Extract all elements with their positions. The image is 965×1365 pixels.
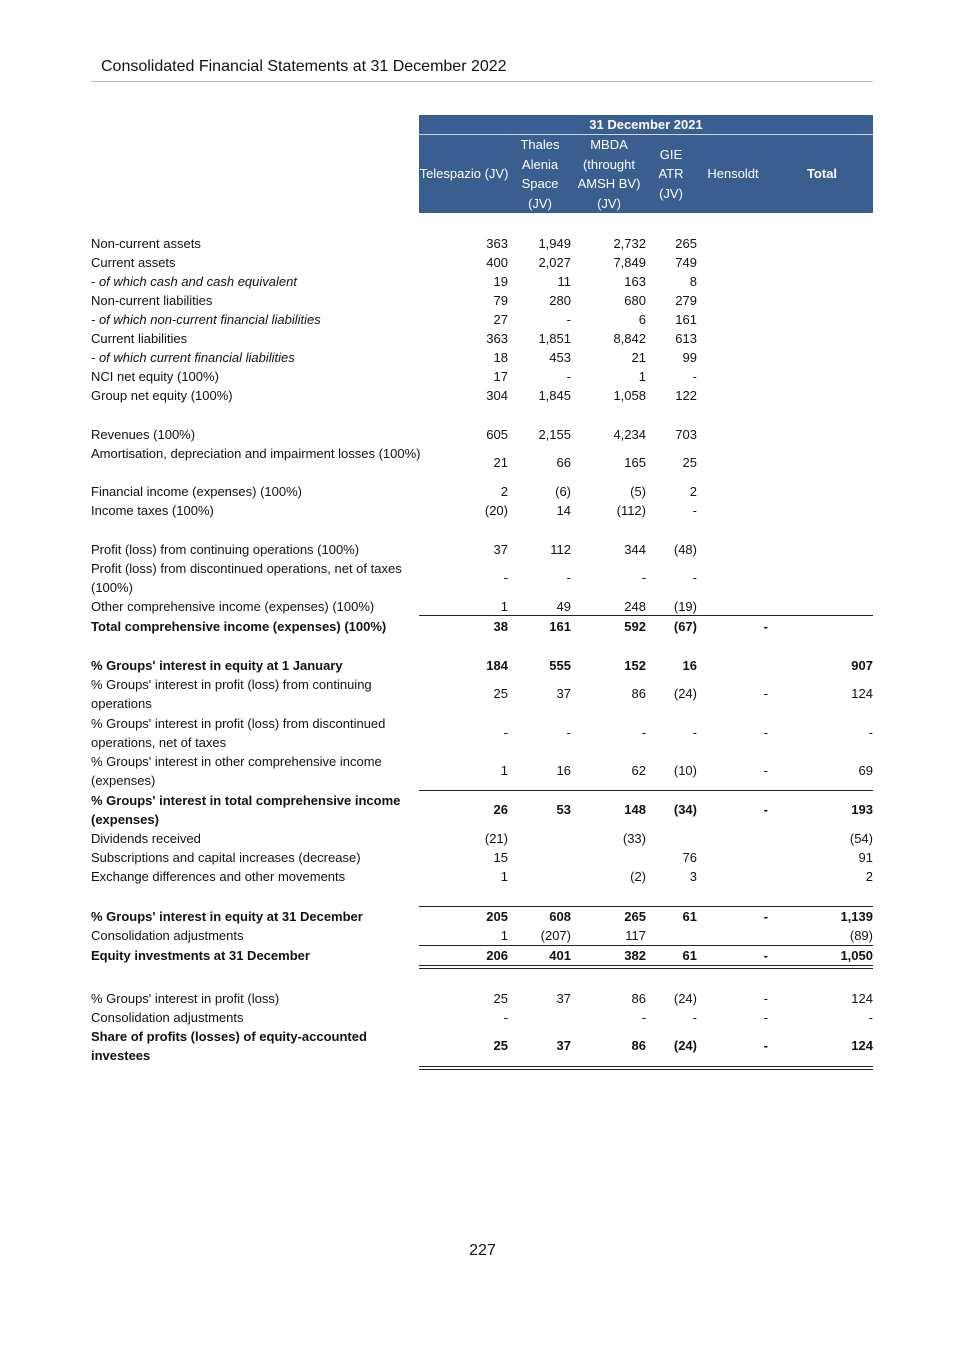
table-row — [91, 656, 873, 675]
table-row — [91, 386, 873, 405]
value-cell: 25 — [493, 1038, 508, 1053]
value-cell: 86 — [631, 1038, 646, 1053]
table-row — [91, 329, 873, 348]
row-label: Profit (loss) from continuing operations (100%) — [91, 542, 360, 557]
value-cell: - — [566, 312, 571, 327]
value-cell: 608 — [549, 909, 571, 924]
table-header — [419, 115, 873, 213]
value-cell: 265 — [624, 909, 646, 924]
value-cell: 19 — [493, 274, 508, 289]
value-cell: - — [692, 725, 697, 740]
row-label: Current assets — [91, 255, 176, 270]
row-label: Share of profits (losses) of equity-accounted investees — [91, 1029, 367, 1063]
value-cell: 184 — [486, 658, 508, 673]
value-cell: 165 — [624, 455, 646, 470]
row-label: Dividends received — [91, 831, 201, 846]
value-cell: 37 — [556, 686, 571, 701]
value-cell: 11 — [557, 274, 571, 289]
value-cell: 14 — [556, 503, 571, 518]
value-cell: 25 — [682, 455, 697, 470]
table-row — [91, 597, 873, 616]
value-cell: 749 — [675, 255, 697, 270]
row-label: % Groups' interest in profit (loss) — [91, 991, 280, 1006]
row-label: - of which cash and cash equivalent — [91, 274, 297, 289]
row-label: Income taxes (100%) — [91, 503, 214, 518]
value-cell: 86 — [631, 991, 646, 1006]
table-row — [91, 617, 873, 636]
value-cell: (5) — [630, 484, 646, 499]
value-cell: 265 — [675, 236, 697, 251]
value-cell: - — [692, 369, 697, 384]
table-row — [91, 829, 873, 848]
value-cell: 8,842 — [613, 331, 646, 346]
row-label: Non-current liabilities — [91, 293, 213, 308]
value-cell: - — [566, 570, 571, 585]
subtotal-rule — [419, 945, 873, 946]
value-cell: 2 — [689, 484, 697, 499]
value-cell: 112 — [550, 542, 571, 557]
table-row — [91, 367, 873, 386]
value-cell: 18 — [493, 350, 508, 365]
value-cell: 17 — [493, 369, 508, 384]
page-header-title: Consolidated Financial Statements at 31 December 2022 — [101, 58, 507, 75]
row-label: Consolidation adjustments — [91, 928, 244, 943]
value-cell: - — [641, 1010, 646, 1025]
value-cell: 163 — [624, 274, 646, 289]
value-cell: 76 — [682, 850, 697, 865]
value-cell: 124 — [851, 991, 873, 1006]
value-cell: 122 — [675, 388, 697, 403]
value-cell: - — [763, 619, 768, 634]
value-cell: (10) — [673, 763, 697, 778]
table-row — [91, 867, 873, 886]
row-label: % Groups' interest in other comprehensive income (expenses) — [91, 754, 382, 788]
value-cell: 148 — [624, 802, 646, 817]
row-label: % Groups' interest in profit (loss) from discontinued operations, net of taxes — [91, 716, 386, 750]
value-cell: - — [763, 802, 768, 817]
table-row — [91, 253, 873, 272]
value-cell: 38 — [493, 619, 508, 634]
value-cell: (24) — [673, 991, 697, 1006]
column-header: Hensoldt — [707, 166, 759, 182]
value-cell: 37 — [556, 1038, 571, 1053]
value-cell: 161 — [549, 619, 571, 634]
subtotal-rule — [419, 790, 873, 791]
value-cell: - — [868, 1010, 873, 1025]
value-cell: (24) — [673, 686, 697, 701]
row-label: % Groups' interest in total comprehensive income (expenses) — [91, 793, 401, 827]
value-cell: 1 — [500, 599, 508, 614]
row-label: Group net equity (100%) — [91, 388, 233, 403]
value-cell: - — [692, 503, 697, 518]
value-cell: - — [763, 991, 768, 1006]
total-double-rule — [419, 965, 873, 969]
value-cell: 124 — [851, 686, 873, 701]
table-row — [91, 848, 873, 867]
value-cell: 25 — [493, 686, 508, 701]
value-cell: (34) — [673, 802, 697, 817]
value-cell: - — [763, 948, 768, 963]
table-row — [91, 714, 873, 752]
table-row — [91, 540, 873, 559]
value-cell: 8 — [689, 274, 697, 289]
page-number: 227 — [469, 1242, 496, 1259]
value-cell: 613 — [675, 331, 697, 346]
value-cell: (54) — [849, 831, 873, 846]
value-cell: - — [503, 725, 508, 740]
column-headers — [419, 135, 873, 213]
value-cell: (48) — [673, 542, 697, 557]
column-header-cell — [509, 135, 571, 213]
value-cell: 37 — [556, 991, 571, 1006]
value-cell: 21 — [493, 455, 508, 470]
row-label: Exchange differences and other movements — [91, 869, 346, 884]
row-label: Consolidation adjustments — [91, 1010, 244, 1025]
row-label: Equity investments at 31 December — [91, 948, 310, 963]
value-cell: 61 — [682, 948, 697, 963]
value-cell: 605 — [486, 427, 508, 442]
value-cell: 2 — [865, 869, 873, 884]
value-cell: - — [503, 1010, 508, 1025]
value-cell: 363 — [486, 331, 508, 346]
value-cell: (33) — [622, 831, 646, 846]
value-cell: 66 — [556, 455, 571, 470]
value-cell: 25 — [493, 991, 508, 1006]
row-label: Other comprehensive income (expenses) (100%) — [91, 599, 375, 614]
value-cell: 2,732 — [613, 236, 646, 251]
table-row — [91, 234, 873, 253]
column-header-cell — [419, 135, 509, 213]
value-cell: - — [763, 1010, 768, 1025]
table-row — [91, 482, 873, 501]
value-cell: - — [641, 725, 646, 740]
value-cell: 27 — [493, 312, 508, 327]
value-cell: - — [566, 369, 571, 384]
value-cell: - — [763, 725, 768, 740]
value-cell: 401 — [549, 948, 571, 963]
table-row — [91, 752, 873, 790]
value-cell: 248 — [624, 599, 646, 614]
value-cell: 1,058 — [613, 388, 646, 403]
value-cell: 1,050 — [840, 948, 873, 963]
value-cell: 117 — [625, 928, 646, 943]
value-cell: (20) — [484, 503, 508, 518]
table-row — [91, 501, 873, 520]
table-row — [91, 272, 873, 291]
column-header: GIE ATR (JV) — [658, 146, 684, 201]
value-cell: 15 — [493, 850, 508, 865]
subtotal-rule — [419, 615, 873, 616]
value-cell: - — [763, 909, 768, 924]
value-cell: 62 — [631, 763, 646, 778]
value-cell: 99 — [682, 350, 697, 365]
period-title: 31 December 2021 — [419, 115, 873, 135]
value-cell: 16 — [556, 763, 571, 778]
row-label: Subscriptions and capital increases (decrease) — [91, 850, 361, 865]
table-row — [91, 926, 873, 945]
value-cell: 1,949 — [538, 236, 571, 251]
value-cell: 21 — [631, 350, 646, 365]
value-cell: (21) — [484, 831, 508, 846]
value-cell: 6 — [638, 312, 646, 327]
table-row — [91, 791, 873, 829]
value-cell: 279 — [675, 293, 697, 308]
value-cell: 37 — [493, 542, 508, 557]
value-cell: 193 — [851, 802, 873, 817]
row-label: Total comprehensive income (expenses) (100%) — [91, 619, 387, 634]
value-cell: (2) — [630, 869, 646, 884]
row-label: Revenues (100%) — [91, 427, 196, 442]
value-cell: 1,851 — [538, 331, 571, 346]
row-label: % Groups' interest in profit (loss) from continuing operations — [91, 677, 372, 711]
value-cell: - — [692, 1010, 697, 1025]
value-cell: 382 — [624, 948, 646, 963]
value-cell: (6) — [555, 484, 571, 499]
value-cell: 1,139 — [840, 909, 873, 924]
value-cell: - — [763, 763, 768, 778]
value-cell: 152 — [624, 658, 646, 673]
total-double-rule — [419, 1066, 873, 1070]
table-row — [91, 444, 873, 482]
value-cell: 1 — [638, 369, 646, 384]
value-cell: 1 — [500, 869, 508, 884]
value-cell: 86 — [631, 686, 646, 701]
value-cell: 555 — [549, 658, 571, 673]
value-cell: 69 — [858, 763, 873, 778]
value-cell: 26 — [493, 802, 508, 817]
value-cell: (112) — [616, 503, 646, 518]
value-cell: (89) — [849, 928, 873, 943]
value-cell: 53 — [556, 802, 571, 817]
value-cell: 400 — [486, 255, 508, 270]
value-cell: - — [868, 725, 873, 740]
table-row — [91, 675, 873, 713]
value-cell: 2,155 — [538, 427, 571, 442]
column-header: Telespazio (JV) — [419, 166, 509, 182]
page-header — [91, 58, 873, 82]
value-cell: - — [641, 570, 646, 585]
row-label: % Groups' interest in equity at 1 January — [91, 658, 343, 673]
value-cell: 161 — [675, 312, 697, 327]
value-cell: 3 — [689, 869, 697, 884]
value-cell: 907 — [851, 658, 873, 673]
column-header: MBDA (throught AMSH BV) (JV) — [577, 137, 641, 211]
table-row — [91, 291, 873, 310]
row-label: Amortisation, depreciation and impairment losses (100%) — [91, 446, 421, 461]
value-cell: 91 — [858, 850, 873, 865]
table-row — [91, 989, 873, 1008]
row-label: - of which current financial liabilities — [91, 350, 295, 365]
table-row — [91, 348, 873, 367]
row-label: % Groups' interest in equity at 31 December — [91, 909, 363, 924]
value-cell: 61 — [682, 909, 697, 924]
table-row — [91, 559, 873, 597]
table-row — [91, 1008, 873, 1027]
value-cell: 16 — [682, 658, 697, 673]
table-row — [91, 946, 873, 965]
column-header-cell — [695, 135, 771, 213]
value-cell: 1,845 — [538, 388, 571, 403]
table-row — [91, 310, 873, 329]
value-cell: 7,849 — [613, 255, 646, 270]
value-cell: 703 — [675, 427, 697, 442]
value-cell: (24) — [673, 1038, 697, 1053]
table-row — [91, 425, 873, 444]
value-cell: 205 — [486, 909, 508, 924]
value-cell: (67) — [673, 619, 697, 634]
row-label: Current liabilities — [91, 331, 188, 346]
value-cell: - — [763, 1038, 768, 1053]
value-cell: 4,234 — [613, 427, 646, 442]
column-header-cell — [771, 135, 873, 213]
row-label: NCI net equity (100%) — [91, 369, 219, 384]
value-cell: 49 — [556, 599, 571, 614]
value-cell: 206 — [486, 948, 508, 963]
column-header: Thales Alenia Space (JV) — [520, 137, 560, 211]
value-cell: (19) — [673, 599, 697, 614]
value-cell: - — [566, 725, 571, 740]
value-cell: 2,027 — [538, 255, 571, 270]
row-label: - of which non-current financial liabilities — [91, 312, 321, 327]
value-cell: 680 — [624, 293, 646, 308]
column-header-cell — [571, 135, 647, 213]
row-label: Non-current assets — [91, 236, 201, 251]
value-cell: 280 — [549, 293, 571, 308]
value-cell: 344 — [624, 542, 646, 557]
value-cell: 79 — [493, 293, 508, 308]
value-cell: - — [763, 686, 768, 701]
value-cell: 453 — [549, 350, 571, 365]
value-cell: 304 — [486, 388, 508, 403]
subtotal-rule — [419, 906, 873, 907]
value-cell: 2 — [500, 484, 508, 499]
value-cell: - — [692, 570, 697, 585]
column-header: Total — [806, 166, 838, 182]
table-row — [91, 907, 873, 926]
value-cell: 592 — [624, 619, 646, 634]
value-cell: 124 — [851, 1038, 873, 1053]
value-cell: 1 — [500, 763, 508, 778]
value-cell: 363 — [486, 236, 508, 251]
value-cell: - — [503, 570, 508, 585]
column-header-cell — [647, 135, 695, 213]
row-label: Profit (loss) from discontinued operations, net of taxes (100%) — [91, 561, 402, 595]
row-label: Financial income (expenses) (100%) — [91, 484, 302, 499]
value-cell: (207) — [540, 928, 571, 943]
value-cell: 1 — [500, 928, 508, 943]
table-row — [91, 1027, 873, 1065]
